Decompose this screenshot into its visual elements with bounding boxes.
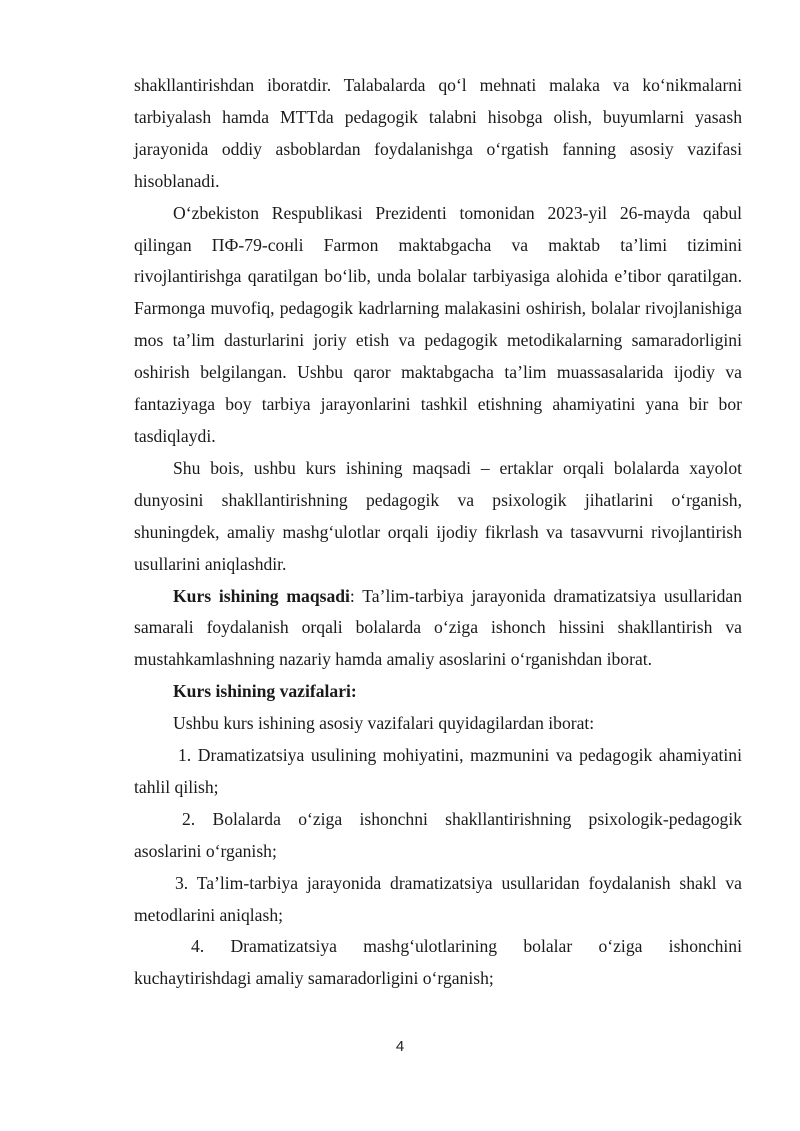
page-number: 4 — [395, 1038, 405, 1055]
task-item-4: 4. Dramatizatsiya mashg‘ulotlarining bolalar o‘ziga ishonchini kuchaytirishdagi amaliy samaradorligini o‘rganish; — [134, 936, 742, 989]
paragraph-course-goal — [134, 581, 742, 677]
paragraph-intro: shakllantirishdan iboratdir. Talabalarda qo‘l mehnati malaka va ko‘nikmalarni tarbiyalash hamda MTTda pedagogik talabni hisobga olish, buyumlarni yasash jarayonida oddiy asboblardan foydalanishga o‘rgatish fanning asosiy vazifasi hisoblanadi. — [134, 75, 742, 191]
paragraph-purpose-summary: Shu bois, ushbu kurs ishining maqsadi – ertaklar orqali bolalarda xayolot dunyosini shakllantirishning pedagogik va psixologik jihatlarini o‘rganish, shuningdek, amaliy mashg‘ulotlar orqali ijodiy fikrlash va tasavvurni rivojlantirish usullarini aniqlashdir. — [134, 457, 742, 574]
course-goal-label: Kurs ishining maqsadi — [173, 585, 350, 606]
paragraph-decree: O‘zbekiston Respublikasi Prezidenti tomonidan 2023-yil 26-mayda qabul qilingan ПФ-79-сонli Farmon maktabgacha va maktab ta’limi tizimini rivojlantirishga qaratilgan bo‘lib, unda bolalar tarbiyasiga alohida e’tibor qaratilgan. Farmonga muvofiq, pedagogik kadrlarning malakasini oshirish, bolalar rivojlanishiga mos ta’lim dasturlarini joriy etish va pedagogik metodikalarning samaradorligini oshirish belgilangan. Ushbu qaror maktabgacha ta’lim muassasalarida ijodiy va fantaziyaga boy tarbiya jarayonlarini tashkil etishning ahamiyatini yana bir bor tasdiqlaydi. — [134, 202, 742, 446]
document-page — [134, 70, 742, 995]
tasks-heading — [134, 676, 742, 708]
tasks-intro: Ushbu kurs ishining asosiy vazifalari quyidagilardan iborat: — [173, 713, 595, 734]
task-item-2: 2. Bolalarda o‘ziga ishonchni shakllantirishning psixologik-pedagogik asoslarini o‘rganish; — [134, 808, 742, 861]
task-item-1: 1. Dramatizatsiya usulining mohiyatini, mazmunini va pedagogik ahamiyatini tahlil qilish; — [134, 745, 742, 797]
course-goal-text: : Ta’lim-tarbiya jarayonida dramatizatsiya usullaridan samarali foydalanish orqali bolalarda o‘ziga ishonch hissini shakllantirish va mustahkamlashning nazariy hamda amaliy asoslarini o‘rganishdan iborat. — [134, 585, 742, 670]
task-item-3: 3. Ta’lim-tarbiya jarayonida dramatizatsiya usullaridan foydalanish shakl va metodlarini aniqlash; — [134, 872, 742, 925]
tasks-heading-text: Kurs ishining vazifalari: — [173, 681, 357, 702]
